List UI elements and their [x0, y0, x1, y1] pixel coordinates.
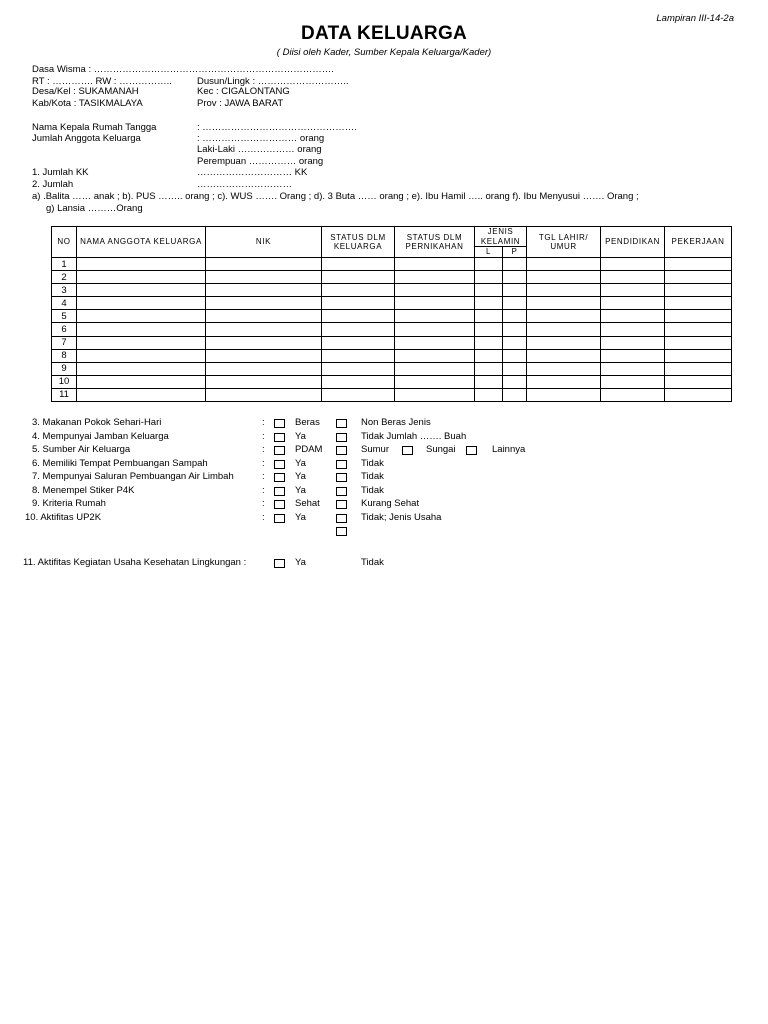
question-colon: :	[262, 457, 265, 469]
question-opt1-checkbox[interactable]	[274, 473, 285, 482]
question-opt2-label: Tidak Jumlah ……. Buah	[361, 430, 467, 442]
table-cell[interactable]	[475, 388, 503, 401]
question-colon: :	[262, 417, 265, 428]
table-cell[interactable]	[395, 297, 475, 310]
table-row	[52, 375, 732, 388]
table-cell[interactable]	[77, 336, 206, 349]
question-opt1-checkbox[interactable]	[274, 487, 285, 496]
table-cell[interactable]	[206, 297, 322, 310]
table-cell[interactable]	[475, 336, 503, 349]
row-number: 7	[52, 336, 77, 349]
table-row	[52, 297, 732, 310]
table-cell[interactable]	[665, 258, 732, 271]
table-cell[interactable]	[395, 375, 475, 388]
table-cell[interactable]	[77, 297, 206, 310]
question-label: 4. Mempunyai Jamban Keluarga	[32, 430, 169, 442]
question-label: 6. Memiliki Tempat Pembuangan Sampah	[32, 457, 208, 469]
question-opt2-checkbox[interactable]	[336, 419, 347, 428]
table-cell[interactable]	[206, 388, 322, 401]
table-cell[interactable]	[322, 336, 395, 349]
table-cell[interactable]	[527, 349, 601, 362]
table-cell[interactable]	[665, 375, 732, 388]
question-opt1-label: Ya	[295, 484, 306, 496]
table-cell[interactable]	[601, 258, 665, 271]
question-label: 10. Aktifitas UP2K	[25, 511, 102, 523]
question-opt1-label: Ya	[295, 471, 306, 482]
dasa-wisma-field[interactable]: Dasa Wisma : ………………………………………………………………….	[32, 64, 334, 75]
rt-rw-field[interactable]: RT : …………. RW : ……………..	[32, 76, 172, 87]
table-cell[interactable]	[322, 258, 395, 271]
question-opt1-checkbox[interactable]	[274, 419, 285, 428]
table-cell[interactable]	[503, 349, 527, 362]
table-cell[interactable]	[503, 362, 527, 375]
question-colon: :	[262, 444, 265, 455]
table-cell[interactable]	[601, 375, 665, 388]
question-opt2-label: Sumur	[361, 444, 389, 455]
table-cell[interactable]	[601, 297, 665, 310]
table-row	[52, 362, 732, 375]
table-cell[interactable]	[206, 258, 322, 271]
question-opt2-label: Non Beras Jenis	[361, 417, 431, 428]
question-opt1-label: Sehat	[295, 498, 320, 509]
lampiran-label: Lampiran III-14-2a	[656, 13, 734, 24]
q11-opt1-checkbox[interactable]	[274, 559, 285, 568]
question-opt2-label: Tidak	[361, 471, 384, 482]
jumlah-kk-field[interactable]: ………………………… KK	[197, 167, 308, 178]
table-cell[interactable]	[206, 375, 322, 388]
table-cell[interactable]	[665, 388, 732, 401]
table-cell[interactable]	[475, 362, 503, 375]
header-p: P	[503, 247, 527, 258]
table-cell[interactable]	[527, 271, 601, 284]
table-cell[interactable]	[322, 310, 395, 323]
kecamatan-field: Kec : CIGALONTANG	[197, 86, 290, 97]
question-opt1-checkbox[interactable]	[274, 460, 285, 469]
question-opt1-checkbox[interactable]	[274, 500, 285, 509]
table-cell[interactable]	[77, 258, 206, 271]
row-number: 11	[52, 388, 77, 401]
table-cell[interactable]	[665, 336, 732, 349]
table-cell[interactable]	[322, 297, 395, 310]
table-cell[interactable]	[322, 284, 395, 297]
jumlah-anggota-label: Jumlah Anggota Keluarga	[32, 133, 141, 144]
table-cell[interactable]	[665, 349, 732, 362]
q11-opt2-label: Tidak	[361, 557, 384, 568]
table-cell[interactable]	[527, 388, 601, 401]
table-row	[52, 271, 732, 284]
question-colon: :	[262, 484, 265, 496]
table-cell[interactable]	[475, 284, 503, 297]
header-status-pernikahan: STATUS DLM PERNIKAHAN	[395, 227, 475, 258]
table-row	[52, 388, 732, 401]
table-cell[interactable]	[475, 258, 503, 271]
question-label: 9. Kriteria Rumah	[32, 498, 106, 509]
question-opt1-checkbox[interactable]	[274, 433, 285, 442]
table-cell[interactable]	[77, 388, 206, 401]
table-cell[interactable]	[527, 336, 601, 349]
table-cell[interactable]	[206, 362, 322, 375]
table-cell[interactable]	[527, 375, 601, 388]
laki-laki-field[interactable]: Laki-Laki ……………… orang	[197, 144, 322, 155]
jumlah-kk-label: 1. Jumlah KK	[32, 167, 89, 178]
question-opt2-label: Tidak; Jenis Usaha	[361, 511, 442, 523]
table-cell[interactable]	[527, 284, 601, 297]
question-opt1-label: Beras	[295, 417, 320, 428]
question-opt2-checkbox[interactable]	[336, 473, 347, 482]
table-cell[interactable]	[503, 284, 527, 297]
nama-kepala-field[interactable]: : ………………………………………….	[197, 122, 357, 133]
question-label: 3. Makanan Pokok Sehari-Hari	[32, 417, 162, 428]
table-cell[interactable]	[503, 388, 527, 401]
jumlah-label: 2. Jumlah	[32, 179, 74, 190]
table-cell[interactable]	[665, 284, 732, 297]
nama-kepala-label: Nama Kepala Rumah Tangga	[32, 122, 157, 133]
question-opt2-checkbox[interactable]	[336, 500, 347, 509]
table-cell[interactable]	[503, 323, 527, 336]
table-cell[interactable]	[665, 362, 732, 375]
table-cell[interactable]	[395, 336, 475, 349]
table-cell[interactable]	[322, 375, 395, 388]
table-cell[interactable]	[322, 362, 395, 375]
question-opt3-label: Sungai	[426, 444, 456, 455]
question-opt2-label: Tidak	[361, 484, 384, 496]
row-number: 3	[52, 284, 77, 297]
table-cell[interactable]	[527, 323, 601, 336]
table-cell[interactable]	[527, 362, 601, 375]
table-cell[interactable]	[665, 271, 732, 284]
header-pekerjaan: PEKERJAAN	[665, 227, 732, 258]
table-cell[interactable]	[322, 388, 395, 401]
question-opt1-label: Ya	[295, 430, 306, 442]
table-cell[interactable]	[475, 375, 503, 388]
table-cell[interactable]	[322, 271, 395, 284]
table-cell[interactable]	[322, 349, 395, 362]
desa-field: Desa/Kel : SUKAMANAH	[32, 86, 139, 97]
question-colon: :	[262, 471, 265, 482]
table-cell[interactable]	[77, 323, 206, 336]
table-cell[interactable]	[601, 271, 665, 284]
table-cell[interactable]	[527, 297, 601, 310]
question-opt2-checkbox[interactable]	[336, 433, 347, 442]
question-opt3-checkbox[interactable]	[402, 446, 413, 455]
header-no: NO	[52, 227, 77, 258]
question-opt1-label: Ya	[295, 511, 306, 523]
header-nik: NIK	[206, 227, 322, 258]
q11-label: 11. Aktifitas Kegiatan Usaha Kesehatan Lingkungan :	[23, 557, 247, 568]
table-cell[interactable]	[395, 388, 475, 401]
row-number: 1	[52, 258, 77, 271]
table-cell[interactable]	[601, 362, 665, 375]
row-number: 8	[52, 349, 77, 362]
table-cell[interactable]	[77, 349, 206, 362]
header-l: L	[475, 247, 503, 258]
table-cell[interactable]	[206, 310, 322, 323]
table-row	[52, 284, 732, 297]
row-number: 10	[52, 375, 77, 388]
table-cell[interactable]	[503, 375, 527, 388]
table-cell[interactable]	[77, 284, 206, 297]
row-number: 5	[52, 310, 77, 323]
table-row	[52, 336, 732, 349]
question-label: 8. Menempel Stiker P4K	[32, 484, 135, 496]
jumlah-anggota-field[interactable]: : ………………………… orang	[197, 133, 325, 144]
table-cell[interactable]	[77, 375, 206, 388]
question-opt2-label: Tidak	[361, 457, 384, 469]
table-cell[interactable]	[601, 284, 665, 297]
table-cell[interactable]	[527, 258, 601, 271]
page-title: DATA KELUARGA	[300, 23, 468, 44]
table-cell[interactable]	[395, 258, 475, 271]
table-cell[interactable]	[206, 349, 322, 362]
table-cell[interactable]	[206, 271, 322, 284]
question-opt2-label: Kurang Sehat	[361, 498, 420, 509]
table-cell[interactable]	[527, 310, 601, 323]
table-cell[interactable]	[601, 323, 665, 336]
question-opt1-label: Ya	[295, 457, 306, 469]
question-colon: :	[262, 430, 265, 442]
table-cell[interactable]	[503, 258, 527, 271]
table-cell[interactable]	[395, 323, 475, 336]
table-cell[interactable]	[395, 362, 475, 375]
header-pendidikan: PENDIDIKAN	[601, 227, 665, 258]
table-row	[52, 310, 732, 323]
table-cell[interactable]	[77, 310, 206, 323]
table-cell[interactable]	[395, 271, 475, 284]
q11-opt1-label: Ya	[295, 557, 306, 568]
question-opt1-checkbox[interactable]	[274, 446, 285, 455]
table-cell[interactable]	[475, 310, 503, 323]
table-cell[interactable]	[322, 323, 395, 336]
table-cell[interactable]	[206, 284, 322, 297]
table-cell[interactable]	[475, 349, 503, 362]
question-colon: :	[262, 511, 265, 523]
kabupaten-field: Kab/Kota : TASIKMALAYA	[32, 98, 143, 109]
table-cell[interactable]	[665, 297, 732, 310]
table-cell[interactable]	[665, 310, 732, 323]
question-opt1-label: PDAM	[295, 444, 323, 455]
question-opt2-checkbox[interactable]	[336, 446, 347, 455]
table-row	[52, 323, 732, 336]
header-tgl-lahir: TGL LAHIR/ UMUR	[527, 227, 601, 258]
question-opt2-checkbox[interactable]	[336, 487, 347, 496]
up2k-extra-checkbox[interactable]	[336, 527, 347, 536]
table-cell[interactable]	[503, 310, 527, 323]
table-row	[52, 258, 732, 271]
table-cell[interactable]	[395, 349, 475, 362]
question-opt2-checkbox[interactable]	[336, 460, 347, 469]
table-cell[interactable]	[503, 271, 527, 284]
table-cell[interactable]	[475, 323, 503, 336]
table-cell[interactable]	[601, 388, 665, 401]
header-nama: NAMA ANGGOTA KELUARGA	[77, 227, 206, 258]
question-label: 7. Mempunyai Saluran Pembuangan Air Limbah	[32, 471, 234, 482]
row-number: 2	[52, 271, 77, 284]
perempuan-field[interactable]: Perempuan …………… orang	[197, 156, 324, 167]
table-cell[interactable]	[206, 323, 322, 336]
question-opt4-checkbox[interactable]	[466, 446, 477, 455]
table-cell[interactable]	[475, 297, 503, 310]
table-cell[interactable]	[77, 271, 206, 284]
kategori-anggota-line[interactable]: a) .Balita …… anak ; b). PUS …….. orang ; c). WUS ……. Orang ; d). 3 Buta …… orang ; e). Ibu Hamil ….. orang f). Ibu Menyusui ……. Orang ;	[32, 191, 639, 202]
table-cell[interactable]	[475, 271, 503, 284]
table-cell[interactable]	[601, 349, 665, 362]
header-jenis-kelamin: JENIS KELAMIN	[475, 227, 527, 247]
jumlah-field[interactable]: …………………………	[197, 179, 292, 190]
table-cell[interactable]	[503, 336, 527, 349]
table-cell[interactable]	[206, 336, 322, 349]
table-cell[interactable]	[395, 284, 475, 297]
table-cell[interactable]	[77, 362, 206, 375]
question-colon: :	[262, 498, 265, 509]
question-opt4-label: Lainnya	[492, 444, 526, 455]
question-opt1-checkbox[interactable]	[274, 514, 285, 523]
row-number: 4	[52, 297, 77, 310]
dusun-field[interactable]: Dusun/Lingk : ………………………..	[197, 76, 349, 87]
page-subtitle: ( Diisi oleh Kader, Sumber Kepala Keluarga/Kader)	[276, 47, 492, 58]
header-status-keluarga: STATUS DLM KELUARGA	[322, 227, 395, 258]
row-number: 9	[52, 362, 77, 375]
table-cell[interactable]	[395, 310, 475, 323]
table-cell[interactable]	[503, 297, 527, 310]
table-cell[interactable]	[665, 323, 732, 336]
table-row	[52, 349, 732, 362]
question-opt2-checkbox[interactable]	[336, 514, 347, 523]
row-number: 6	[52, 323, 77, 336]
table-cell[interactable]	[601, 310, 665, 323]
lansia-line[interactable]: g) Lansia ………Orang	[46, 203, 143, 214]
question-label: 5. Sumber Air Keluarga	[32, 444, 131, 455]
provinsi-field: Prov : JAWA BARAT	[197, 98, 284, 109]
table-cell[interactable]	[601, 336, 665, 349]
member-table	[51, 226, 732, 402]
